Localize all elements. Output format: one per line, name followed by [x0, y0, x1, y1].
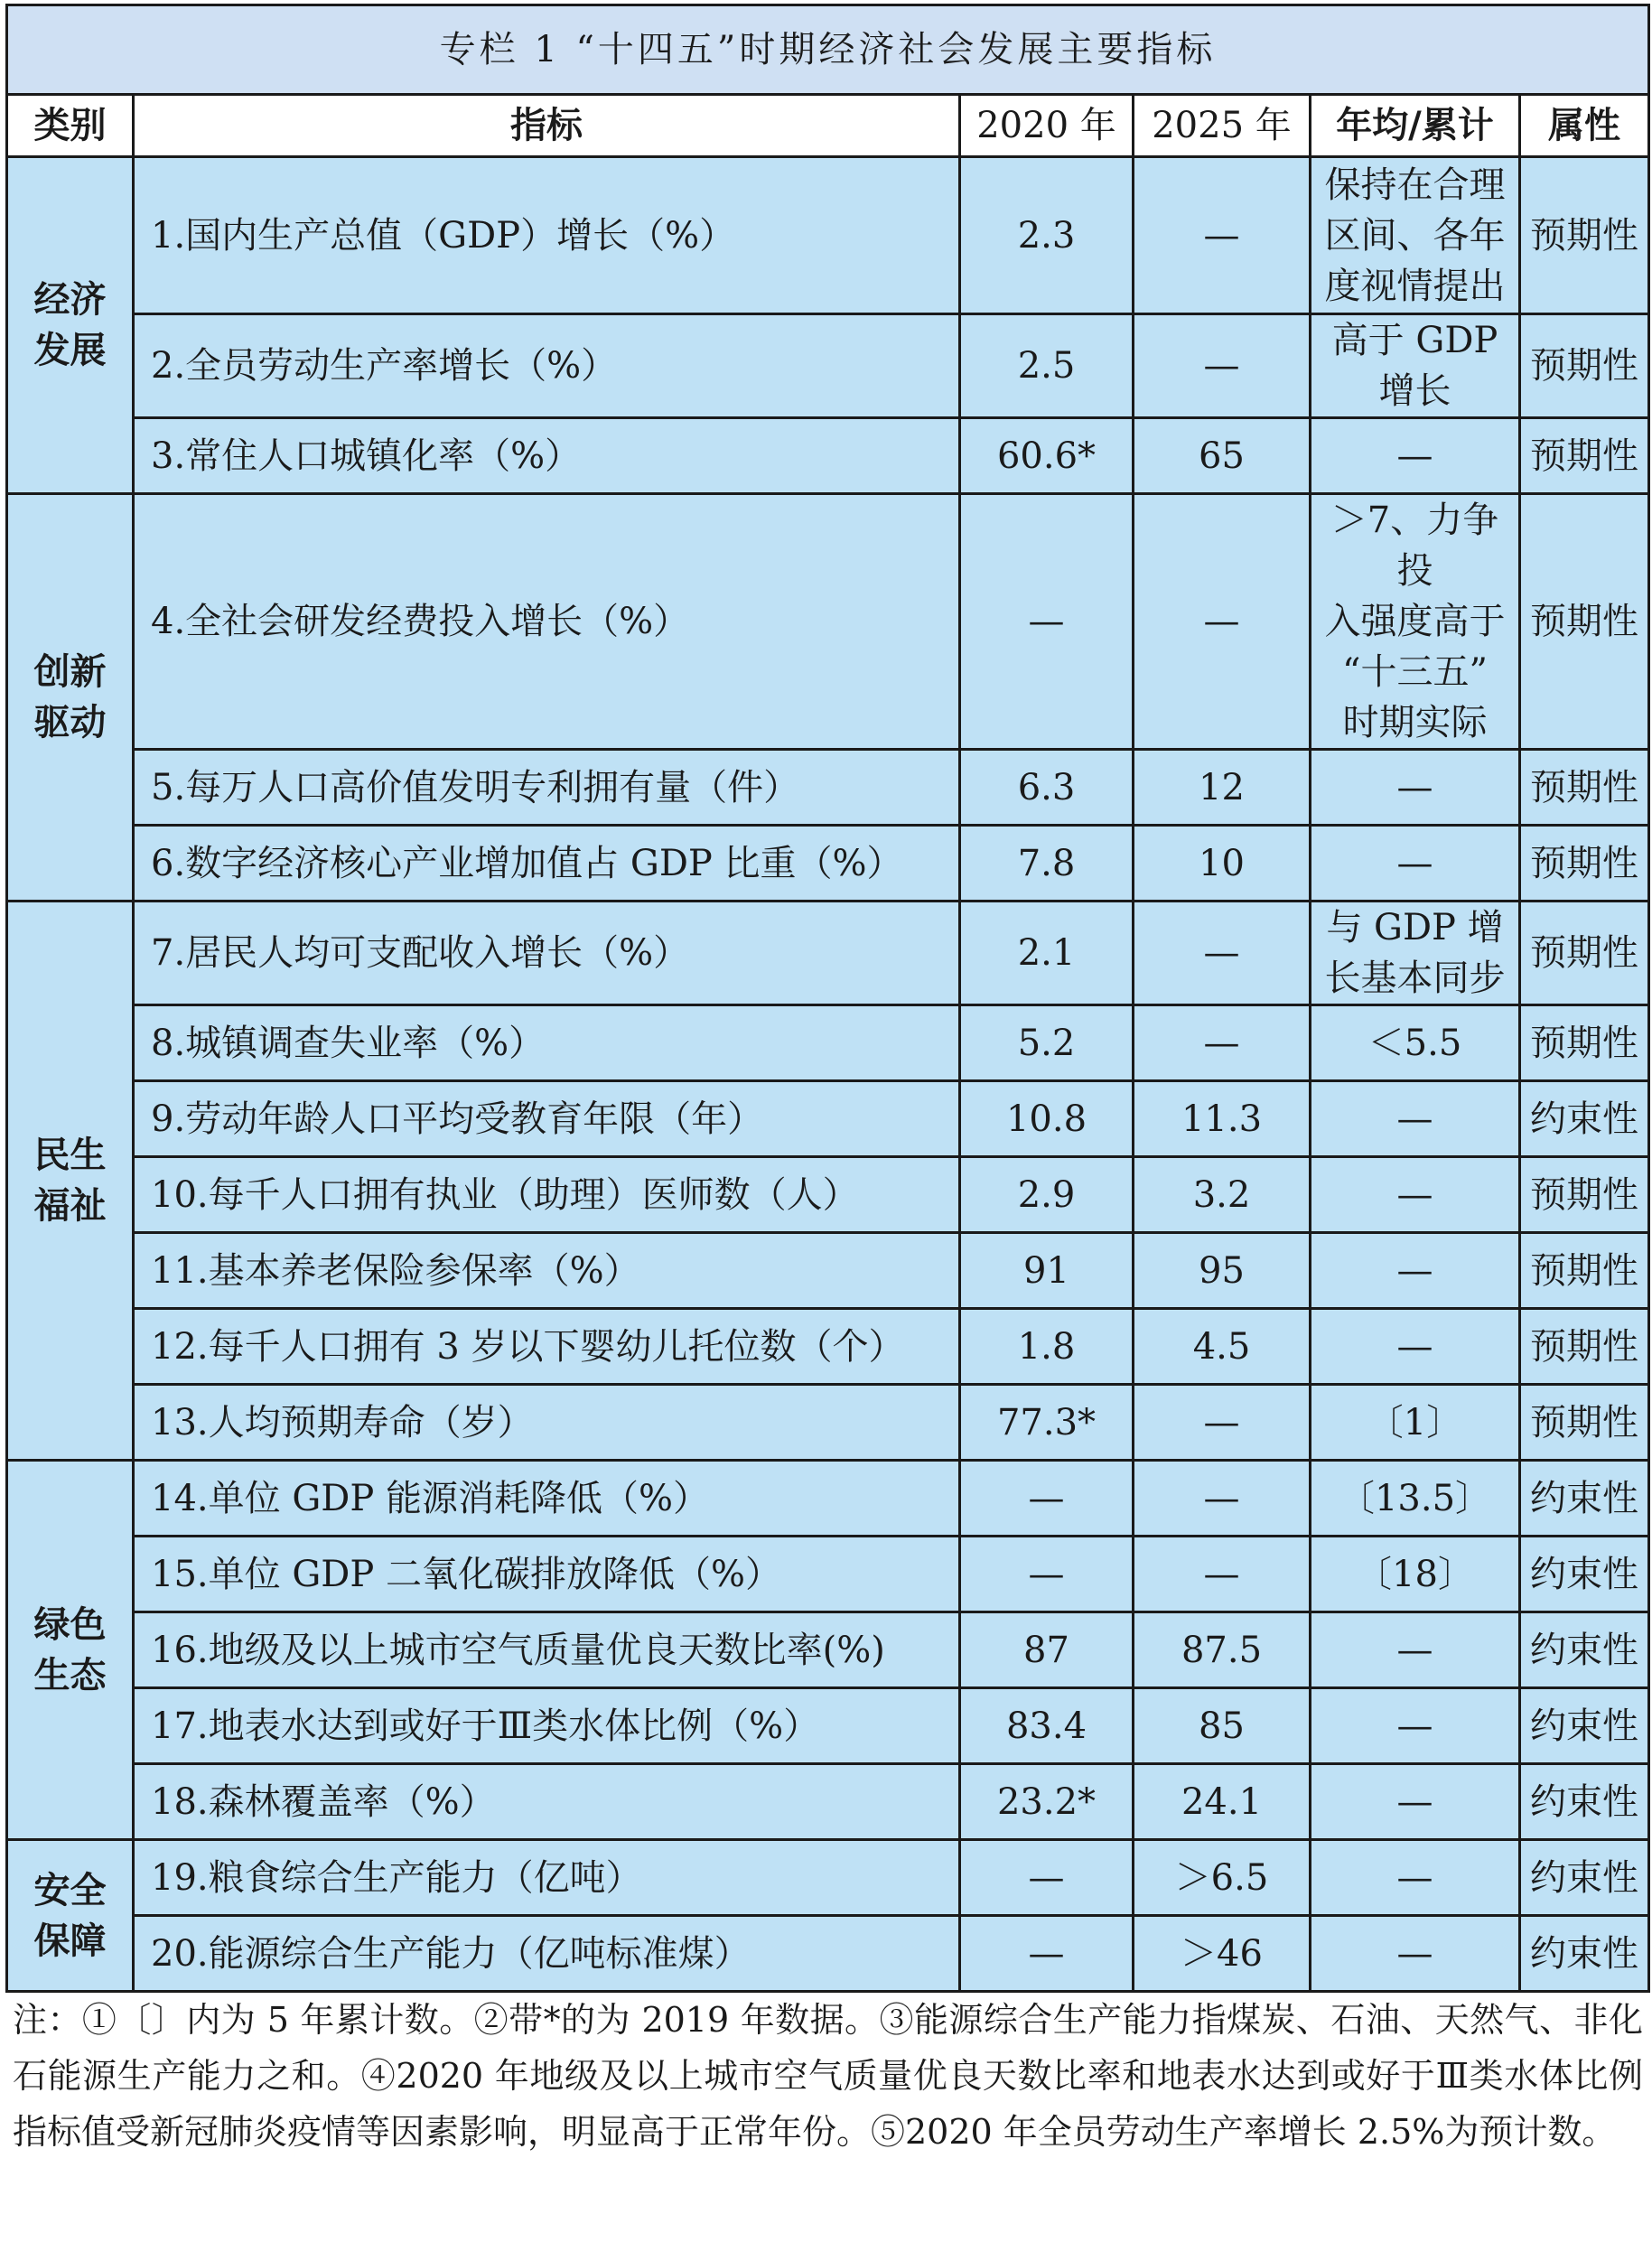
rate-cell [1311, 1309, 1520, 1385]
table-row [7, 826, 1649, 902]
category-label-line: 创新 [33, 651, 107, 693]
value-2025-cell: — [1134, 902, 1311, 1005]
rate-line: 与 GDP 增 [1326, 907, 1504, 948]
category-cell-security [7, 1840, 134, 1992]
rate-line: 时期实际 [1342, 702, 1488, 743]
attribute-cell: 预期性 [1520, 157, 1649, 314]
value-2020-cell: — [960, 1916, 1134, 1992]
header-rate: 年均/累计 [1311, 95, 1520, 157]
rate-cell [1311, 1537, 1520, 1612]
rate-line: ＞7、力争投 [1330, 500, 1499, 592]
table-row [7, 314, 1649, 418]
table-row [7, 902, 1649, 1005]
category-label-line: 安全 [33, 1869, 107, 1911]
attribute-cell: 预期性 [1520, 826, 1649, 902]
indicator-cell: 7.居民人均可支配收入增长（%） [134, 902, 960, 1005]
rate-line: — [1396, 1098, 1433, 1140]
value-2025-cell: 12 [1134, 750, 1311, 826]
rate-cell [1311, 1385, 1520, 1461]
header-2020: 2020 年 [960, 95, 1134, 157]
rate-line: — [1396, 842, 1433, 884]
rate-line: — [1396, 1249, 1433, 1292]
category-label-line: 发展 [33, 330, 107, 371]
table-row [7, 157, 1649, 314]
table-row [7, 1537, 1649, 1612]
indicator-cell: 6.数字经济核心产业增加值占 GDP 比重（%） [134, 826, 960, 902]
indicator-cell: 14.单位 GDP 能源消耗降低（%） [134, 1461, 960, 1537]
indicators-table [5, 4, 1650, 1993]
attribute-cell: 预期性 [1520, 1157, 1649, 1233]
indicator-cell: 13.人均预期寿命（岁） [134, 1385, 960, 1461]
value-2020-cell: — [960, 1537, 1134, 1612]
value-2020-cell: 6.3 [960, 750, 1134, 826]
value-2025-cell: 11.3 [1134, 1081, 1311, 1157]
attribute-cell: 约束性 [1520, 1081, 1649, 1157]
value-2025-cell: — [1134, 1385, 1311, 1461]
category-cell-economy [7, 157, 134, 494]
rate-cell [1311, 1233, 1520, 1309]
indicator-cell: 10.每千人口拥有执业（助理）医师数（人） [134, 1157, 960, 1233]
indicator-cell: 9.劳动年龄人口平均受教育年限（年） [134, 1081, 960, 1157]
attribute-cell: 预期性 [1520, 750, 1649, 826]
header-category: 类别 [7, 95, 134, 157]
rate-cell [1311, 1916, 1520, 1992]
rate-line: 高于 GDP [1331, 320, 1498, 361]
value-2025-cell: — [1134, 1537, 1311, 1612]
table-row [7, 494, 1649, 750]
rate-cell [1311, 1840, 1520, 1916]
rate-cell [1311, 1764, 1520, 1840]
value-2020-cell: 23.2* [960, 1764, 1134, 1840]
category-label-line: 保障 [33, 1920, 107, 1962]
attribute-cell: 预期性 [1520, 902, 1649, 1005]
value-2020-cell: 2.9 [960, 1157, 1134, 1233]
indicator-cell: 2.全员劳动生产率增长（%） [134, 314, 960, 418]
table-row [7, 1309, 1649, 1385]
header-2025: 2025 年 [1134, 95, 1311, 157]
header-attribute: 属性 [1520, 95, 1649, 157]
attribute-cell: 预期性 [1520, 1385, 1649, 1461]
indicator-cell: 5.每万人口高价值发明专利拥有量（件） [134, 750, 960, 826]
indicator-cell: 4.全社会研发经费投入增长（%） [134, 494, 960, 750]
indicator-cell: 12.每千人口拥有 3 岁以下婴幼儿托位数（个） [134, 1309, 960, 1385]
value-2020-cell: — [960, 494, 1134, 750]
rate-line: 〔18〕 [1356, 1553, 1474, 1595]
table-row [7, 1005, 1649, 1081]
indicator-cell: 20.能源综合生产能力（亿吨标准煤） [134, 1916, 960, 1992]
table-row [7, 1612, 1649, 1688]
rate-line: 增长 [1378, 370, 1451, 412]
value-2020-cell: 2.5 [960, 314, 1134, 418]
table-row [7, 418, 1649, 494]
header-indicator: 指标 [134, 95, 960, 157]
rate-cell [1311, 826, 1520, 902]
attribute-cell: 预期性 [1520, 418, 1649, 494]
table-header-row [7, 95, 1649, 157]
rate-line: — [1396, 766, 1433, 808]
value-2025-cell: — [1134, 1005, 1311, 1081]
rate-cell [1311, 1612, 1520, 1688]
value-2025-cell: — [1134, 157, 1311, 314]
value-2020-cell: 1.8 [960, 1309, 1134, 1385]
value-2025-cell: 24.1 [1134, 1764, 1311, 1840]
value-2025-cell: ＞6.5 [1134, 1840, 1311, 1916]
value-2020-cell: — [960, 1461, 1134, 1537]
indicator-cell: 1.国内生产总值（GDP）增长（%） [134, 157, 960, 314]
indicator-cell: 19.粮食综合生产能力（亿吨） [134, 1840, 960, 1916]
rate-cell [1311, 314, 1520, 418]
attribute-cell: 预期性 [1520, 1309, 1649, 1385]
value-2025-cell: — [1134, 1461, 1311, 1537]
table-row [7, 1840, 1649, 1916]
attribute-cell: 约束性 [1520, 1764, 1649, 1840]
value-2025-cell: 10 [1134, 826, 1311, 902]
attribute-cell: 约束性 [1520, 1916, 1649, 1992]
value-2020-cell: 10.8 [960, 1081, 1134, 1157]
indicator-cell: 15.单位 GDP 二氧化碳排放降低（%） [134, 1537, 960, 1612]
category-cell-welfare [7, 902, 134, 1461]
value-2020-cell: 2.3 [960, 157, 1134, 314]
rate-line: 度视情提出 [1324, 265, 1506, 307]
rate-line: 〔13.5〕 [1338, 1477, 1492, 1519]
value-2020-cell: 83.4 [960, 1688, 1134, 1764]
value-2025-cell: 4.5 [1134, 1309, 1311, 1385]
rate-line: 〔1〕 [1367, 1401, 1463, 1443]
rate-line: — [1396, 1629, 1433, 1671]
rate-line: — [1396, 1705, 1433, 1747]
rate-line: — [1396, 1856, 1433, 1899]
table-title: 专栏 1 “十四五”时期经济社会发展主要指标 [7, 5, 1649, 95]
value-2020-cell: 91 [960, 1233, 1134, 1309]
rate-line: 保持在合理 [1324, 164, 1506, 206]
category-label-line: 驱动 [33, 702, 107, 743]
rate-cell [1311, 902, 1520, 1005]
attribute-cell: 约束性 [1520, 1688, 1649, 1764]
value-2020-cell: 7.8 [960, 826, 1134, 902]
rate-cell [1311, 418, 1520, 494]
value-2025-cell: 95 [1134, 1233, 1311, 1309]
value-2020-cell: 60.6* [960, 418, 1134, 494]
indicator-cell: 17.地表水达到或好于Ⅲ类水体比例（%） [134, 1688, 960, 1764]
rate-line: 区间、各年 [1324, 214, 1506, 257]
category-cell-green [7, 1461, 134, 1840]
attribute-cell: 预期性 [1520, 1233, 1649, 1309]
table-row [7, 1688, 1649, 1764]
value-2025-cell: 3.2 [1134, 1157, 1311, 1233]
category-label-line: 生态 [33, 1654, 107, 1696]
rate-line: — [1396, 1780, 1433, 1823]
table-row [7, 1385, 1649, 1461]
attribute-cell: 约束性 [1520, 1612, 1649, 1688]
indicator-cell: 8.城镇调查失业率（%） [134, 1005, 960, 1081]
rate-line: “十三五” [1342, 651, 1488, 693]
value-2020-cell: — [960, 1840, 1134, 1916]
value-2025-cell: ＞46 [1134, 1916, 1311, 1992]
value-2025-cell: 65 [1134, 418, 1311, 494]
category-label-line: 福祉 [33, 1185, 107, 1227]
rate-line: 入强度高于 [1324, 601, 1506, 642]
table-notes: 注：①〔〕内为 5 年累计数。②带*的为 2019 年数据。③能源综合生产能力指煤炭、石油、天然气、非化石能源生产能力之和。④2020 年地级及以上城市空气质量优良天数比率和地表水达到或好于Ⅲ类水体比例指标值受新冠肺炎疫情等因素影响，明显高于正常年份。⑤2020 年全员劳动生产率增长 2.5%为预计数。 [13, 2000, 1643, 2152]
rate-line: — [1396, 434, 1433, 477]
attribute-cell: 预期性 [1520, 314, 1649, 418]
rate-line: — [1396, 1173, 1433, 1216]
value-2020-cell: 5.2 [960, 1005, 1134, 1081]
table-row [7, 1461, 1649, 1537]
value-2020-cell: 77.3* [960, 1385, 1134, 1461]
table-row [7, 750, 1649, 826]
attribute-cell: 预期性 [1520, 494, 1649, 750]
table-row [7, 1081, 1649, 1157]
table-row [7, 1916, 1649, 1992]
rate-cell [1311, 494, 1520, 750]
rate-cell [1311, 1005, 1520, 1081]
value-2020-cell: 87 [960, 1612, 1134, 1688]
rate-cell [1311, 750, 1520, 826]
rate-cell [1311, 1461, 1520, 1537]
attribute-cell: 预期性 [1520, 1005, 1649, 1081]
indicator-cell: 3.常住人口城镇化率（%） [134, 418, 960, 494]
rate-line: ＜5.5 [1367, 1022, 1462, 1064]
table-row [7, 1233, 1649, 1309]
attribute-cell: 约束性 [1520, 1537, 1649, 1612]
indicator-cell: 16.地级及以上城市空气质量优良天数比率(%) [134, 1612, 960, 1688]
value-2025-cell: 87.5 [1134, 1612, 1311, 1688]
category-label-line: 经济 [33, 279, 107, 321]
value-2025-cell: — [1134, 314, 1311, 418]
category-label-line: 绿色 [33, 1603, 107, 1646]
indicator-cell: 11.基本养老保险参保率（%） [134, 1233, 960, 1309]
rate-line: 长基本同步 [1324, 958, 1506, 999]
category-label-line: 民生 [33, 1135, 107, 1176]
attribute-cell: 约束性 [1520, 1461, 1649, 1537]
rate-cell [1311, 1157, 1520, 1233]
indicator-cell: 18.森林覆盖率（%） [134, 1764, 960, 1840]
rate-cell [1311, 1081, 1520, 1157]
table-row [7, 1157, 1649, 1233]
value-2020-cell: 2.1 [960, 902, 1134, 1005]
rate-line: — [1396, 1932, 1433, 1975]
value-2025-cell: 85 [1134, 1688, 1311, 1764]
rate-cell [1311, 157, 1520, 314]
category-cell-innovation [7, 494, 134, 902]
rate-cell [1311, 1688, 1520, 1764]
value-2025-cell: — [1134, 494, 1311, 750]
rate-line: — [1396, 1325, 1433, 1368]
attribute-cell: 约束性 [1520, 1840, 1649, 1916]
table-row [7, 1764, 1649, 1840]
